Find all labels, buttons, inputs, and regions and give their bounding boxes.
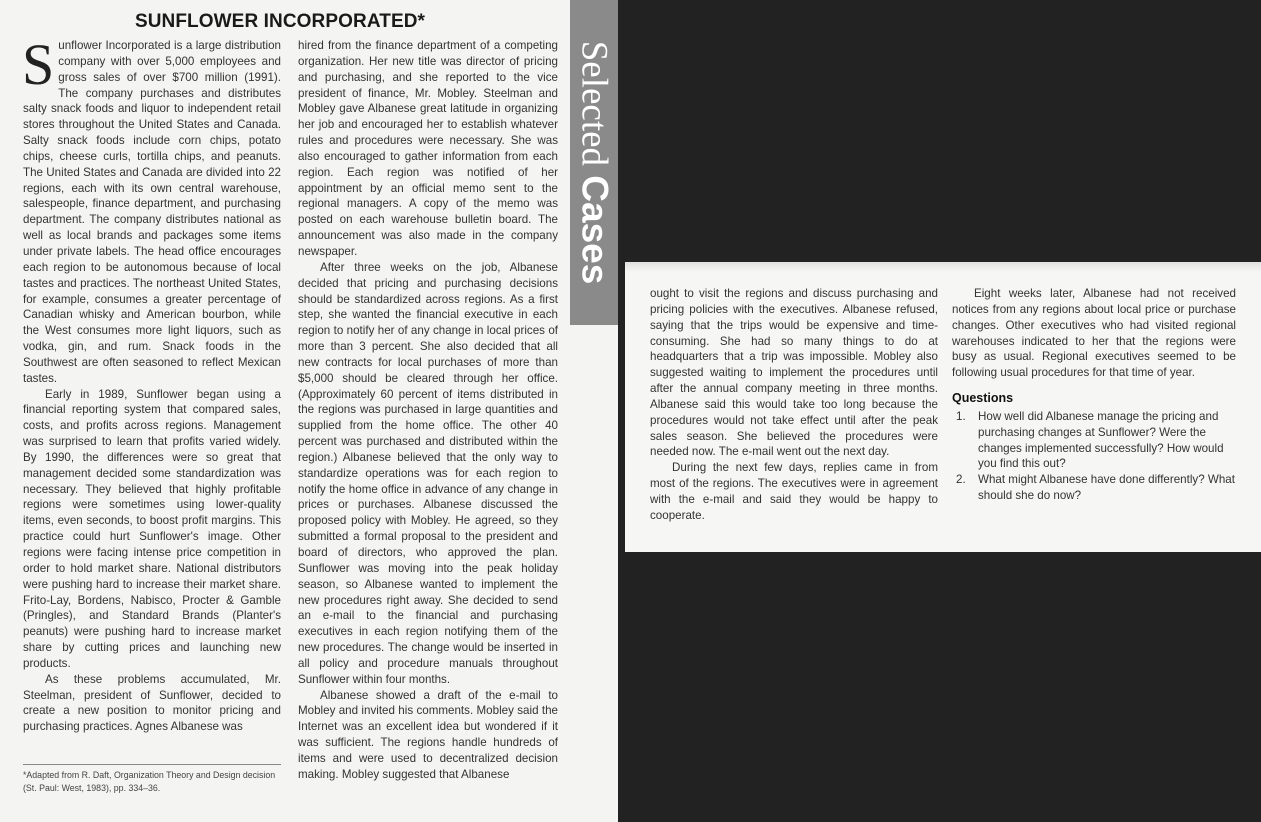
paragraph: After three weeks on the job, Albanese decided that pricing and purchasing decisions should be standardized across regions. As a first step, she wanted the financial executive in each region to notify her of any change in local prices of more than 3 percent. She also decided that all new contracts for local purchases of more than $5,000 should be cleared through her office. (Approximately 60 percent of items distributed in the regions was purchased in large quantities and supplied from the home office. The other 40 percent was purchased and distributed within the region.) Albanese believed that the only way to standardize operations was for each region to notify the home office in advance of any change in prices or purchases. Albanese discussed the proposed policy with Mobley. He agreed, so they submitted a formal proposal to the president and board of directors, who approved the plan. Sunflower was moving into the peak holiday season, so Albanese wanted to implement the new procedures right away. She decided to send an e-mail to the financial and purchasing executives in each region notifying them of the new procedures. The change would be inserted in all policy and procedure manuals throughout Sunflower within four months. (298, 260, 558, 686)
paragraph: As these problems accumulated, Mr. Steelman, president of Sunflower, decided to create a new position to monitor pricing and purchasing practices. Agnes Albanese was (23, 672, 281, 734)
questions-list (952, 409, 1236, 504)
section-tab-label (570, 0, 618, 325)
section-tab-text: Selected (573, 40, 615, 176)
text-column-1 (22, 32, 281, 735)
paragraph: Early in 1989, Sunflower began using a financial reporting system that compared sales, costs, and profits across regions. Management was surprised to learn that profits varied widely. By 1990, the differences were so great that management decided some standardization was necessary. They believed that highly profitable regions were sometimes using lower-quality items, even seconds, to boost profit margins. This practice could hurt Sunflower's image. Other regions were facing intense price competition in order to hold market share. National distributors were pushing hard to increase their market share. Frito-Lay, Bordens, Nabisco, Procter & Gamble (Pringles), and Standard Brands (Planter's peanuts) were pushing hard to increase market share by cutting prices and launching new products. (23, 387, 281, 670)
paragraph: Eight weeks later, Albanese had not received notices from any regions about local price or purchase changes. Other executives who had visited regional warehouses indicated to her that the regions were busy as usual. Regional executives seemed to be following usual procedures for that time of year. (952, 287, 1236, 380)
paragraph: ought to visit the regions and discuss purchasing and pricing policies with the executives. Albanese refused, saying that the trips would be expensive and time-consuming. She had so many things to do at headquarters that a trip was impossible. Mobley also suggested waiting to implement the procedures until after the annual company meeting in three months. Albanese said this would take too long because the procedures would not take effect until after the peak sales season. She believed the procedures were needed now. The e-mail went out the next day. (650, 287, 938, 459)
paragraph-text: unflower Incorporated is a large distribution company with over 5,000 employees and gross sales of over $700 million (1991). The company purchases and distributes salty snack foods and liquor to independent retail stores throughout the United States and Canada. Salty snack foods include corn chips, potato chips, cheese curls, tortilla chips, and peanuts. The United States and Canada are divided into 22 regions, each with its own central warehouse, salespeople, finance department, and purchasing department. The company distributes national as well as local brands and packages some items under private labels. The head office encourages each region to be autonomous because of local tastes and practices. The northeast United States, for example, consumes a greater percentage of Canadian whisky and American bourbon, while the West consumes more light liquors, such as vodka, gin, and rum. Snack foods in the Southwest are often seasoned to reflect Mexican tastes. (23, 39, 281, 385)
footnote-divider (23, 764, 281, 765)
case-title: SUNFLOWER INCORPORATED* (134, 11, 426, 32)
questions-heading: Questions (952, 391, 1014, 406)
text-column-4 (952, 286, 1236, 504)
section-tab-text-bold: Cases (574, 175, 616, 285)
page-edge-shadow (625, 262, 1261, 272)
footnote: *Adapted from R. Daft, Organization Theory and Design decision (St. Paul: West, 1983), pp. 334–36. (23, 770, 276, 793)
paragraph (22, 32, 281, 387)
text-column-2 (298, 38, 558, 783)
paragraph: During the next few days, replies came in from most of the regions. The executives were in agreement with the e-mail and said they would be happy to cooperate. (650, 461, 938, 522)
question-text: How well did Albanese manage the pricing and purchasing changes at Sunflower? Were the changes implemented successfully? How would you find this out? (978, 409, 1224, 471)
drop-cap: S (22, 32, 55, 97)
question-item (952, 409, 1236, 472)
paragraph: hired from the finance department of a competing organization. Her new title was director of pricing and purchasing, and she reported to the vice president of finance, Mr. Mobley. Steelman and Mobley gave Albanese great latitude in organizing her job and encouraged her to establish whatever rules and procedures were necessary. She was also encouraged to gather information from each region. Each region was notified of her appointment by an official memo sent to the regional managers. A copy of the memo was posted on each warehouse bulletin board. The announcement was also made in the company newspaper. (298, 39, 558, 258)
question-number: 2. (956, 473, 966, 487)
question-number: 1. (956, 409, 966, 423)
paragraph: Albanese showed a draft of the e-mail to Mobley and invited his comments. Mobley said the Internet was an excellent idea but wondered if it was sufficient. The regions handle hundreds of items and were used to decentralized decision making. Mobley suggested that Albanese (298, 688, 558, 781)
text-column-3 (650, 286, 938, 524)
question-item (952, 472, 1236, 504)
question-text: What might Albanese have done differently? What should she do now? (978, 473, 1235, 503)
